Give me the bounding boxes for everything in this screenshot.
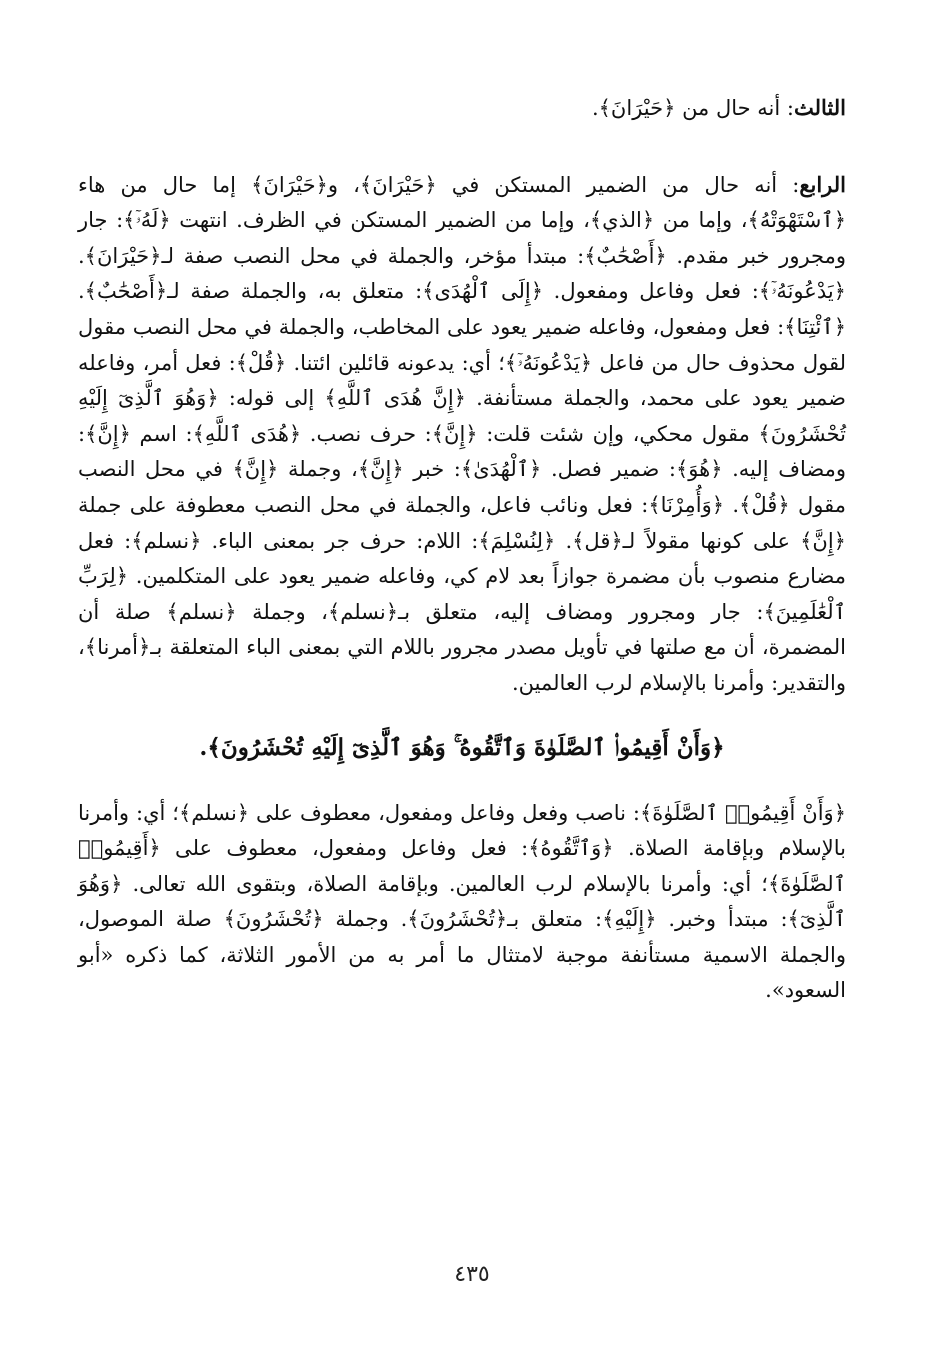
paragraph-thalith	[78, 90, 846, 127]
page-body	[78, 78, 846, 1009]
paragraph-tafsir: ﴿وَأَنْ أَقِيمُوا۟ ٱلصَّلَوٰةَ﴾: ناصب وفعل وفاعل ومفعول، معطوف على ﴿نسلم﴾؛ أي: وأمرنا بالإسلام وبإقامة الصلاة. ﴿وَٱتَّقُوهُ﴾: فعل وفاعل ومفعول، معطوف على ﴿أَقِيمُوا۟ ٱلصَّلَوٰةَ﴾؛ أي: وأمرنا بالإسلام لرب العالمين. وبإقامة الصلاة، وبتقوى الله تعالى. ﴿وَهُوَ ٱلَّذِىٓ﴾: مبتدأ وخبر. ﴿إِلَيْهِ﴾: متعلق بـ﴿تُحْشَرُونَ﴾. وجملة ﴿تُحْشَرُونَ﴾ صلة الموصول، والجملة الاسمية مستأنفة موجبة لامتثال ما أمر به من الأمور الثلاثة، كما ذكره «أبو السعود».	[78, 800, 846, 1003]
paragraph-text: : أنه حال من الضمير المستكن في ﴿حَيْرَانَ﴾، و﴿حَيْرَانَ﴾ إما حال من هاء ﴿ٱسْتَهْوَتْهُ﴾، وإما من ﴿الذي﴾، وإما من الضمير المستكن في الظرف. انتهت ﴿لَهُۥٓ﴾: جار ومجرور خبر مقدم. ﴿أَصْحَٰبٌ﴾: مبتدأ مؤخر، والجملة في محل النصب صفة لـ﴿حَيْرَانَ﴾. ﴿يَدْعُونَهُۥٓ﴾: فعل وفاعل ومفعول. ﴿إِلَى ٱلْهُدَى﴾: متعلق به، والجملة صفة لـ﴿أَصْحَٰبٌ﴾. ﴿ٱئْتِنَا﴾: فعل ومفعول، وفاعله ضمير يعود على المخاطب، والجملة في محل النصب مقول لقول محذوف حال من فاعل ﴿يَدْعُونَهُۥٓ﴾؛ أي: يدعونه قائلين ائتنا. ﴿قُلْ﴾: فعل أمر، وفاعله ضمير يعود على محمد، والجملة مستأنفة. ﴿إِنَّ هُدَى ٱللَّهِ﴾ إلى قوله: ﴿وَهُوَ ٱلَّذِىٓ إِلَيْهِ تُحْشَرُونَ﴾ مقول محكي، وإن شئت قلت: ﴿إِنَّ﴾: حرف نصب. ﴿هُدَى ٱللَّهِ﴾: اسم ﴿إِنَّ﴾: ومضاف إليه. ﴿هُوَ﴾: ضمير فصل. ﴿ٱلْهُدَىٰ﴾: خبر ﴿إِنَّ﴾، وجملة ﴿إِنَّ﴾ في محل النصب مقول ﴿قُلْ﴾. ﴿وَأُمِرْنَا﴾: فعل ونائب فاعل، والجملة في محل النصب معطوفة على جملة ﴿إِنَّ﴾ على كونها مقولاً لـ﴿قل﴾. ﴿لِنُسْلِمَ﴾: اللام: حرف جر بمعنى الباء. ﴿نسلم﴾: فعل مضارع منصوب بأن مضمرة جوازاً بعد لام كي، وفاعله ضمير يعود على المتكلمين. ﴿لِرَبِّ ٱلْعَٰلَمِينَ﴾: جار ومجرور ومضاف إليه، متعلق بـ﴿نسلم﴾، وجملة ﴿نسلم﴾ صلة أن المضمرة، أن مع صلتها في تأويل مصدر مجرور باللام التي بمعنى الباء المتعلقة بـ﴿أمرنا﴾، والتقدير: وأمرنا بالإسلام لرب العالمين.	[78, 172, 846, 695]
paragraph-label: الثالث	[794, 95, 846, 120]
paragraph-text: : أنه حال من ﴿حَيْرَانَ﴾.	[591, 96, 794, 120]
paragraph-label: الرابع	[799, 171, 846, 197]
quran-verse: ﴿وَأَنْ أَقِيمُوا۟ ٱلصَّلَوٰةَ وَٱتَّقُوهُ ۚ وَهُوَ ٱلَّذِىٓ إِلَيْهِ تُحْشَرُونَ﴾.	[199, 733, 725, 761]
page-number: ٤٣٥	[454, 1262, 490, 1287]
paragraph-rabi	[78, 167, 846, 702]
